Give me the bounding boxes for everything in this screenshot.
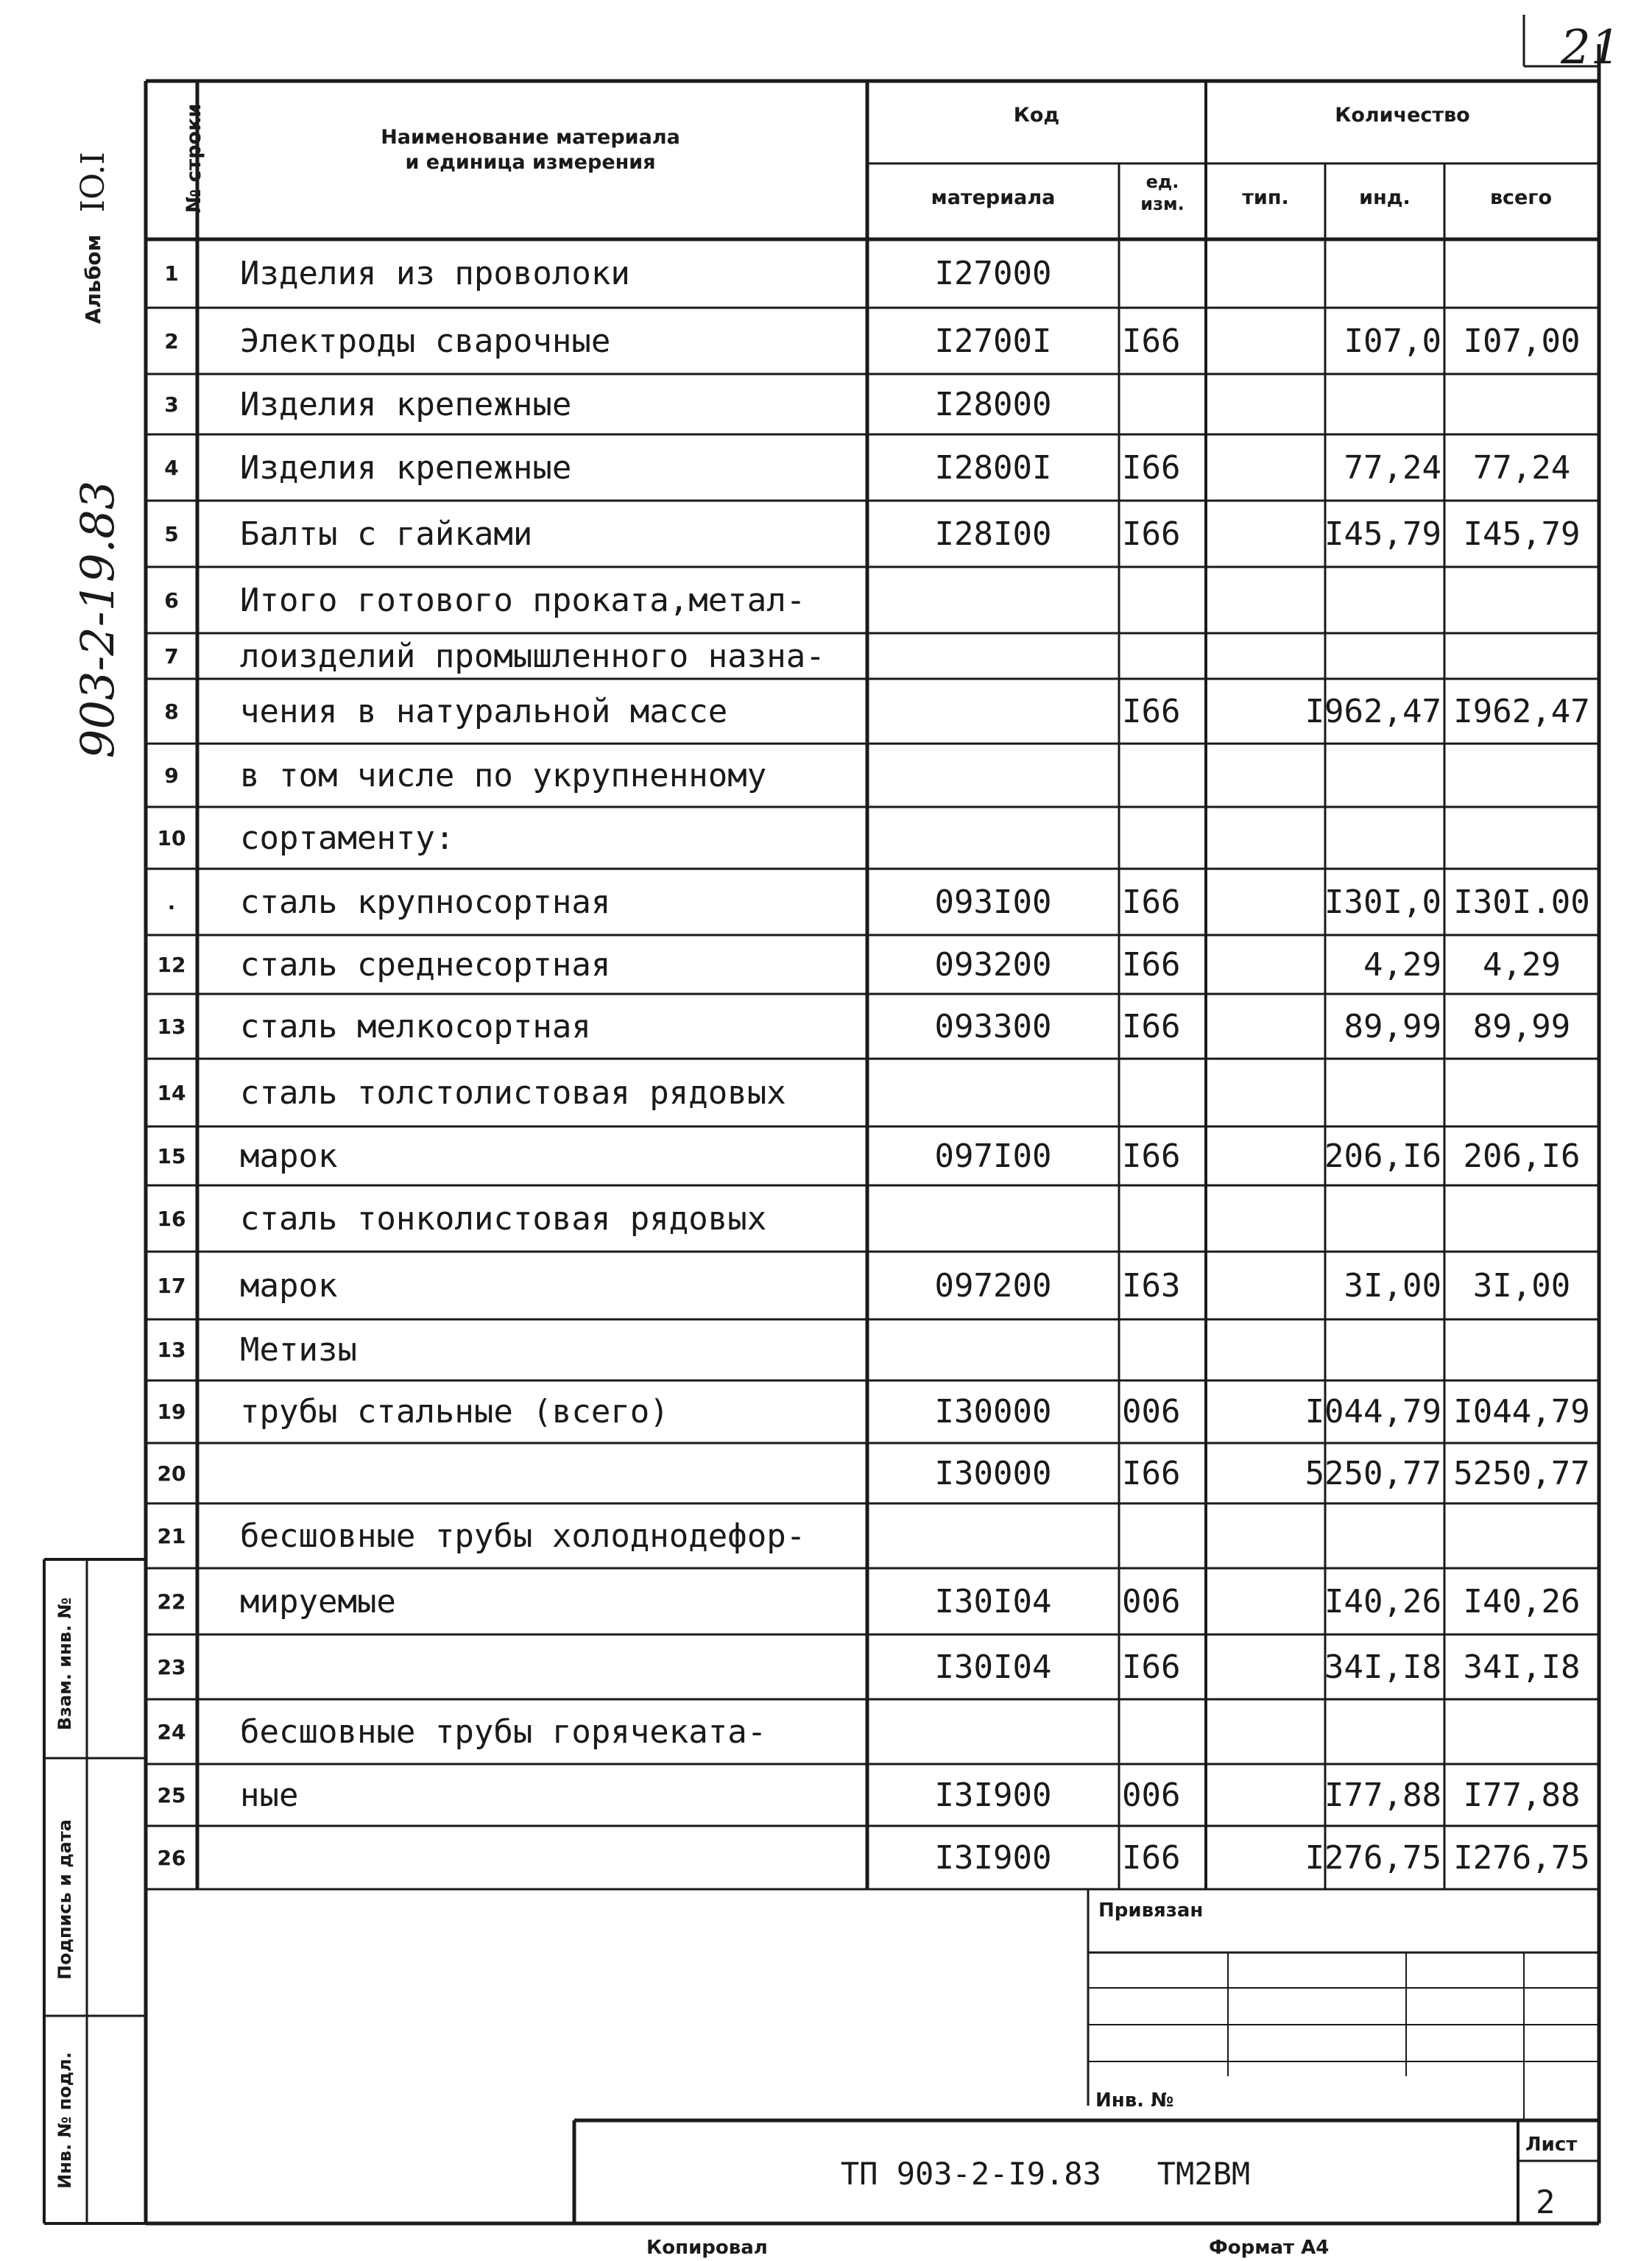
qty-typ <box>1206 744 1325 807</box>
row-number: 24 <box>157 1719 186 1744</box>
material-code: I30000 <box>934 1393 1052 1431</box>
material-name: лоизделий промышленного назна- <box>240 637 825 675</box>
material-code <box>867 1059 1119 1126</box>
material-name: Изделия из проволоки <box>240 255 630 292</box>
material-code <box>867 633 1119 679</box>
material-code: I30000 <box>934 1454 1052 1492</box>
material-name: Итого готового проката,метал- <box>240 581 806 619</box>
material-code: I3I900 <box>934 1838 1052 1877</box>
qty-typ <box>1206 633 1325 679</box>
qty-typ <box>1206 1764 1325 1826</box>
material-name: сталь мелкосортная <box>240 1007 591 1045</box>
unit-code: I63 <box>1122 1266 1181 1305</box>
qty-ind <box>1325 567 1444 633</box>
unit-code: I66 <box>1122 515 1181 553</box>
qty-typ <box>1206 935 1325 994</box>
qty-total: I77,88 <box>1463 1776 1581 1814</box>
material-code: I28I00 <box>934 515 1052 553</box>
material-name: сталь среднесортная <box>240 945 611 984</box>
unit-code <box>1122 807 1206 869</box>
unit-code: I66 <box>1122 1137 1181 1175</box>
material-name: сталь тонколистовая рядовых <box>240 1199 767 1238</box>
unit-code: I66 <box>1122 945 1181 984</box>
qty-total: I044,79 <box>1453 1393 1590 1431</box>
unit-code: I66 <box>1122 692 1181 730</box>
qty-typ <box>1206 1319 1325 1380</box>
row-number: . <box>167 889 176 914</box>
row-number: 8 <box>164 699 179 724</box>
qty-total: 3I,00 <box>1472 1266 1571 1305</box>
material-name: ные <box>240 1776 299 1814</box>
header-quantity: Количество <box>1335 104 1470 127</box>
header-typ: тип. <box>1242 186 1289 209</box>
row-number: 26 <box>157 1845 186 1870</box>
unit-code: 006 <box>1122 1393 1181 1431</box>
material-name: трубы стальные (всего) <box>240 1393 669 1431</box>
material-code: 093300 <box>934 1007 1052 1045</box>
unit-code: I66 <box>1122 1648 1181 1686</box>
material-name: Метизы <box>240 1331 357 1369</box>
album-label <box>71 15 115 324</box>
qty-ind: 89,99 <box>1344 1007 1441 1045</box>
material-name: Изделия крепежные <box>240 385 572 423</box>
material-code: 093I00 <box>934 883 1052 921</box>
unit-code <box>1122 374 1206 434</box>
qty-total <box>1444 1319 1599 1380</box>
material-name: в том числе по укрупненному <box>240 756 767 794</box>
qty-total: 77,24 <box>1472 448 1571 487</box>
qty-ind: I45,79 <box>1324 515 1441 553</box>
stamp-inv-podl: Инв. № подл. <box>54 2052 75 2189</box>
unit-code <box>1122 1059 1206 1126</box>
qty-total: I962,47 <box>1453 692 1590 730</box>
row-number: 10 <box>157 825 186 850</box>
qty-typ <box>1206 567 1325 633</box>
qty-typ <box>1206 308 1325 374</box>
qty-total <box>1444 239 1599 308</box>
row-number: 15 <box>157 1143 186 1168</box>
qty-typ <box>1206 994 1325 1059</box>
material-name: сталь крупносортная <box>240 883 611 921</box>
footer-copied: Копировал <box>646 2237 768 2259</box>
qty-total: 206,I6 <box>1463 1137 1581 1175</box>
qty-ind: 4,29 <box>1363 945 1441 984</box>
header-material-name: Наименование материала и единица измерения <box>381 126 680 174</box>
row-number: 17 <box>157 1273 186 1298</box>
qty-ind: I77,88 <box>1324 1776 1441 1814</box>
material-code: I27000 <box>934 255 1052 292</box>
material-code <box>867 1319 1119 1380</box>
row-number: 12 <box>157 952 186 977</box>
unit-code <box>1122 1185 1206 1252</box>
material-name: Балты с гайками <box>240 515 533 553</box>
material-name: мируемые <box>240 1582 396 1620</box>
material-name: бесшовные трубы холоднодефор- <box>240 1517 806 1555</box>
unit-code <box>1122 567 1206 633</box>
qty-total <box>1444 567 1599 633</box>
qty-ind <box>1325 807 1444 869</box>
qty-total: 34I,I8 <box>1463 1648 1581 1686</box>
unit-code: I66 <box>1122 883 1181 921</box>
qty-typ <box>1206 1634 1325 1699</box>
qty-ind <box>1325 633 1444 679</box>
qty-ind <box>1325 1059 1444 1126</box>
unit-code: I66 <box>1122 322 1181 360</box>
header-total: всего <box>1489 186 1553 209</box>
material-name <box>240 1826 866 1889</box>
row-number: 6 <box>164 588 179 613</box>
row-number: 7 <box>164 643 179 669</box>
unit-code <box>1122 633 1206 679</box>
material-code <box>867 1699 1119 1764</box>
material-code: 097I00 <box>934 1137 1052 1175</box>
unit-code <box>1122 239 1206 308</box>
material-code <box>867 679 1119 744</box>
qty-typ <box>1206 1126 1325 1185</box>
unit-code <box>1122 744 1206 807</box>
qty-total <box>1444 744 1599 807</box>
qty-total: I276,75 <box>1453 1838 1590 1877</box>
stamp-signature-date: Подпись и дата <box>54 1819 75 1980</box>
material-name: марок <box>240 1266 338 1305</box>
qty-typ <box>1206 1503 1325 1568</box>
unit-code: 006 <box>1122 1776 1181 1814</box>
qty-ind: I962,47 <box>1305 692 1441 730</box>
material-code <box>867 1185 1119 1252</box>
row-number: 16 <box>157 1206 186 1231</box>
sheet-label: Лист <box>1525 2134 1578 2156</box>
qty-typ <box>1206 239 1325 308</box>
qty-ind <box>1325 744 1444 807</box>
row-number: 23 <box>157 1654 186 1679</box>
row-number: 20 <box>157 1461 186 1486</box>
material-code: I3I900 <box>934 1776 1052 1814</box>
unit-code <box>1122 1699 1206 1764</box>
qty-ind <box>1325 1319 1444 1380</box>
row-number: 22 <box>157 1589 186 1614</box>
row-number: 4 <box>164 455 179 480</box>
footer-format: Формат А4 <box>1209 2237 1330 2259</box>
row-number: 9 <box>164 763 179 788</box>
qty-typ <box>1206 1252 1325 1319</box>
qty-typ <box>1206 374 1325 434</box>
qty-total <box>1444 1059 1599 1126</box>
document-code: ТП 903-2-I9.83 ТМ2ВМ <box>840 2156 1251 2192</box>
qty-typ <box>1206 1059 1325 1126</box>
qty-typ <box>1206 434 1325 501</box>
material-code: 093200 <box>934 945 1052 984</box>
material-code: I28000 <box>934 385 1052 423</box>
header-unit: ед. изм. <box>1140 172 1185 214</box>
unit-code <box>1122 1319 1206 1380</box>
qty-ind <box>1325 239 1444 308</box>
qty-typ <box>1206 1568 1325 1634</box>
unit-code: I66 <box>1122 448 1181 487</box>
qty-ind: I276,75 <box>1305 1838 1441 1877</box>
qty-total: 89,99 <box>1472 1007 1571 1045</box>
row-number: 13 <box>157 1338 186 1362</box>
row-number: 25 <box>157 1782 186 1807</box>
qty-typ <box>1206 869 1325 935</box>
qty-total: I30I.00 <box>1453 883 1590 921</box>
stamp-inv-no: Инв. № <box>1095 2089 1174 2112</box>
header-code: Код <box>1013 104 1060 127</box>
material-code <box>867 744 1119 807</box>
material-code: I30I04 <box>934 1582 1052 1620</box>
qty-total <box>1444 633 1599 679</box>
qty-ind <box>1325 1503 1444 1568</box>
qty-typ <box>1206 1699 1325 1764</box>
qty-ind: I07,0 <box>1344 322 1441 360</box>
material-name <box>240 1443 866 1503</box>
material-code: 097200 <box>934 1266 1052 1305</box>
row-number: 2 <box>164 328 179 353</box>
qty-ind: 34I,I8 <box>1324 1648 1441 1686</box>
qty-ind: 206,I6 <box>1324 1137 1441 1175</box>
qty-total: 5250,77 <box>1453 1454 1590 1492</box>
row-number: 1 <box>164 261 179 286</box>
material-name: сортаменту: <box>240 819 455 857</box>
qty-ind <box>1325 1699 1444 1764</box>
qty-total: I40,26 <box>1463 1582 1581 1620</box>
material-code <box>867 807 1119 869</box>
material-code <box>867 567 1119 633</box>
page-number: 21 <box>1561 21 1621 75</box>
unit-code: I66 <box>1122 1007 1181 1045</box>
material-name: бесшовные трубы горячеката- <box>240 1712 767 1751</box>
qty-total: I07,00 <box>1463 322 1581 360</box>
qty-total <box>1444 1185 1599 1252</box>
qty-ind: 77,24 <box>1344 448 1441 487</box>
material-code: I2800I <box>934 448 1052 487</box>
header-ind: инд. <box>1359 186 1411 209</box>
row-number: 3 <box>164 392 179 417</box>
material-name: Изделия крепежные <box>240 448 572 487</box>
material-name: чения в натуральной массе <box>240 692 728 730</box>
qty-typ <box>1206 501 1325 567</box>
header-material-code: материала <box>931 186 1056 209</box>
material-code <box>867 1503 1119 1568</box>
qty-total: I45,79 <box>1463 515 1581 553</box>
unit-code: I66 <box>1122 1838 1181 1877</box>
qty-ind: 5250,77 <box>1305 1454 1441 1492</box>
qty-ind: I40,26 <box>1324 1582 1441 1620</box>
material-code: I30I04 <box>934 1648 1052 1686</box>
material-name: Электроды сварочные <box>240 322 611 360</box>
qty-total <box>1444 374 1599 434</box>
qty-total: 4,29 <box>1483 945 1561 984</box>
row-number: 14 <box>157 1080 186 1105</box>
material-name: сталь толстолистовая рядовых <box>240 1073 786 1112</box>
stamp-privyazan: Привязан <box>1098 1900 1204 1922</box>
qty-ind: I044,79 <box>1305 1393 1441 1431</box>
row-number: 21 <box>157 1523 186 1548</box>
qty-ind: 3I,00 <box>1344 1266 1441 1305</box>
qty-total <box>1444 1699 1599 1764</box>
qty-total <box>1444 1503 1599 1568</box>
qty-ind <box>1325 1185 1444 1252</box>
sheet-number: 2 <box>1536 2184 1556 2221</box>
unit-code: I66 <box>1122 1454 1181 1492</box>
qty-ind <box>1325 374 1444 434</box>
unit-code: 006 <box>1122 1582 1181 1620</box>
qty-typ <box>1206 807 1325 869</box>
header-row-no: № строки <box>183 103 205 214</box>
album-number: IO.I <box>74 152 112 213</box>
stamp-vzam-inv: Взам. инв. № <box>54 1597 75 1731</box>
qty-total <box>1444 807 1599 869</box>
project-number: 903-2-19.83 <box>71 480 124 758</box>
unit-code <box>1122 1503 1206 1568</box>
material-code: I2700I <box>934 322 1052 360</box>
row-number: 13 <box>157 1014 186 1039</box>
material-name <box>240 1634 866 1699</box>
album-word: Альбом <box>80 234 105 324</box>
row-number: 5 <box>164 521 179 546</box>
qty-typ <box>1206 1185 1325 1252</box>
row-number: 19 <box>157 1400 186 1424</box>
material-name: марок <box>240 1137 338 1175</box>
qty-ind: I30I,0 <box>1324 883 1441 921</box>
